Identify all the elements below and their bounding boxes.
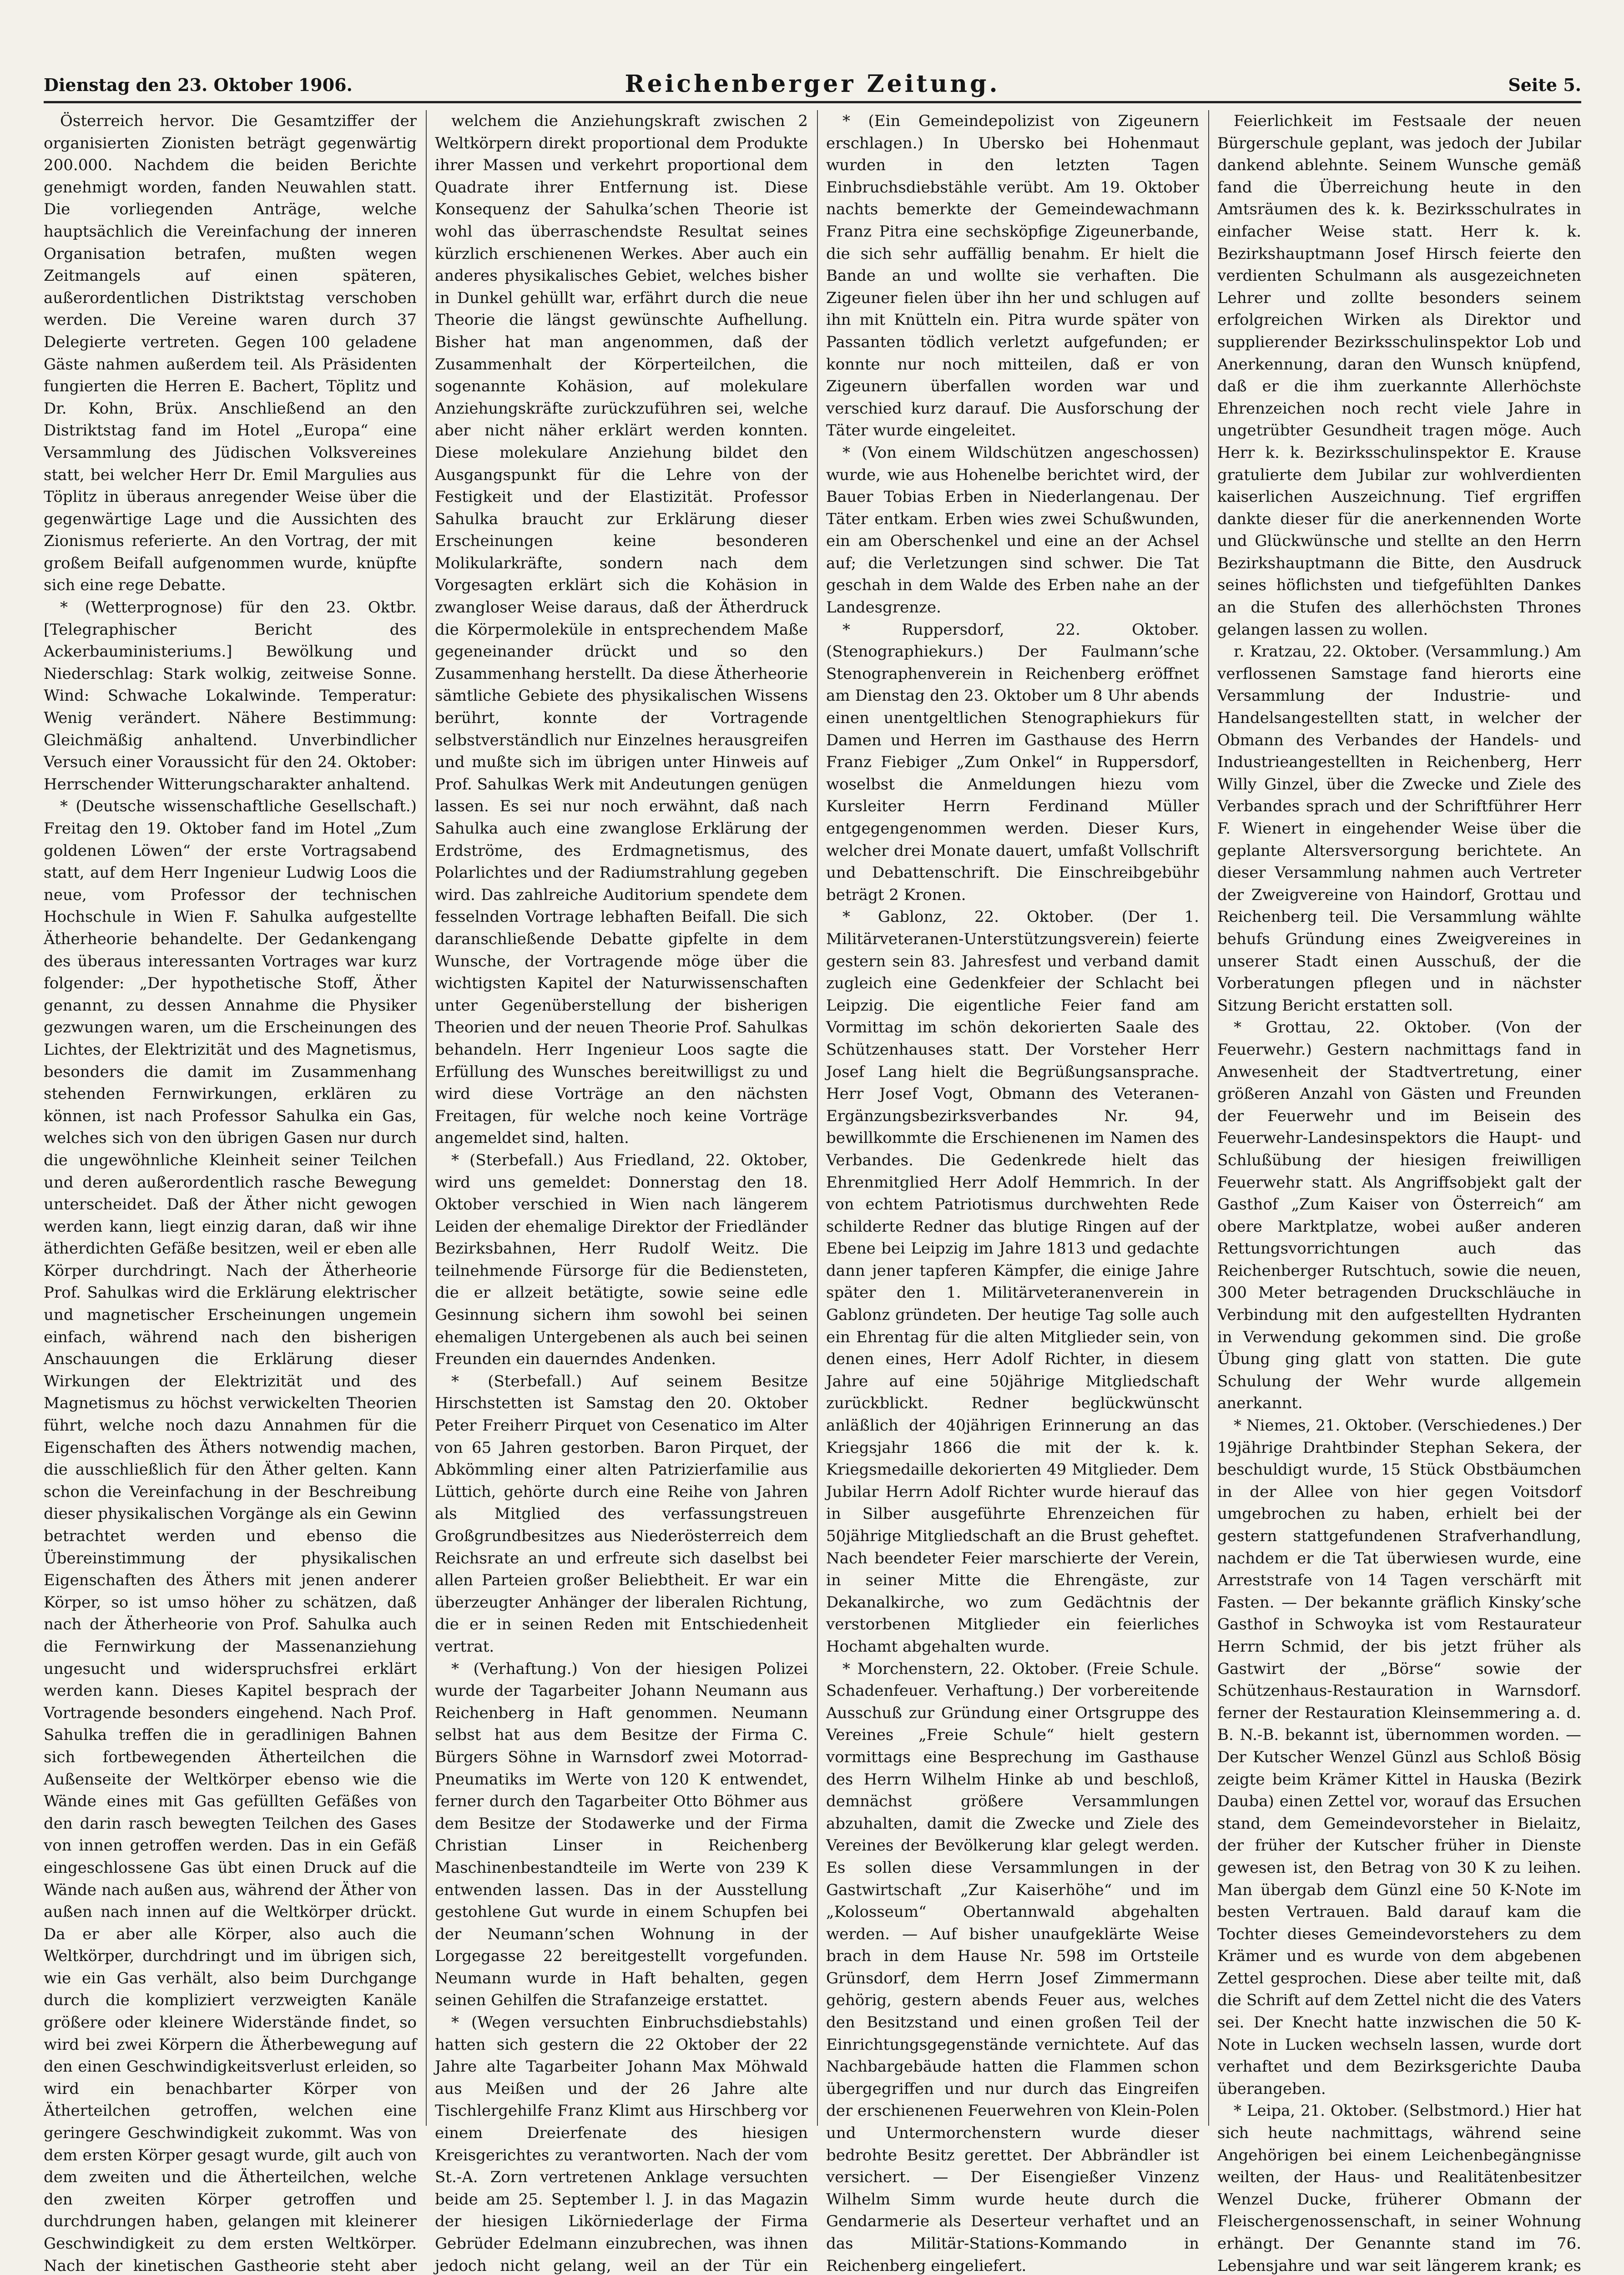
article-paragraph: * (Wegen versuchten Einbruchsdiebstahls) hatten sich gestern die 22 Oktober der 22 Jahre alte Tagarbeiter Johann Max Möhwald aus Meißen und der 26 Jahre alte Tischlergehilfe Franz Klimt aus Hirschberg vor einem Dreierfenate des hiesigen Kreisgerichtes zu verantworten. Nach der vom St.-A. Zorn vertretenen Anklage versuchten beide am 25. September l. J. in das Magazin der hiesigen Likörniederlage der Firma Gebrüder Edelmann einzubrechen, was ihnen jedoch nicht gelang, weil an der Tür ein — [435, 2013, 808, 2275]
page-number: Seite 5. — [1508, 75, 1581, 95]
column-4 — [1217, 110, 1581, 2275]
column-2 — [435, 110, 808, 2275]
article-paragraph: r. Kratzau, 22. Oktober. (Versammlung.) Am verflossenen Samstage fand hierorts eine Versammlung der Industrie- und Handelsangestellten statt, in welcher der Obmann des Verbandes der Handels- und Industrieangestellten in Reichenberg, Herr Willy Ginzel, über die Zwecke und Ziele des Verbandes sprach und der Schriftführer Herr F. Wienert in eingehender Weise über die geplante Altersversorgung berichtete. An dieser Versammlung nahmen auch Vertreter der Zweigvereine von Haindorf, Grottau und Reichenberg teil. Die Versammlung wählte behufs Gründung eines Zweigvereines in unserer Stadt einen Ausschuß, der die Vorberatungen pflegen und in nächster Sitzung Bericht erstatten soll. — [1217, 642, 1581, 1015]
masthead: Reichenberger Zeitung. — [625, 70, 1000, 98]
article-paragraph: Feierlichkeit im Festsaale der neuen Bürgerschule geplant, was jedoch der Jubilar dankend ablehnte. Seinem Wunsche gemäß fand die Überreichung heute in den Amtsräumen des k. k. Bezirksschulrates in einfacher Weise statt. Herr k. k. Bezirkshauptmann Josef Hirsch feierte den verdienten Schulmann als ausgezeichneten Lehrer und zollte besonders seinem erfolgreichen Wirken als Direktor und supplierender Bezirksschulinspektor Lob und Anerkennung, daran den Wunsch knüpfend, daß er die ihm zuerkannte Allerhöchste Ehrenzeichen noch recht viele Jahre in ungetrübter Gesundheit tragen möge. Auch Herr k. k. Bezirksschulinspektor E. Krause gratulierte dem Jubilar zur wohlverdienten kaiserlichen Auszeichnung. Tief ergriffen dankte dieser für die anerkennenden Worte und Glückwünsche und stellte an den Herrn Bezirkshauptmann die Bitte, den Ausdruck seines höflichsten und tiefgefühlten Dankes an die Stufen des allerhöchsten Thrones gelangen lassen zu wollen. — [1217, 112, 1581, 639]
article-paragraph: * Gablonz, 22. Oktober. (Der 1. Militärveteranen-Unterstützungsverein) feierte gestern sein 83. Jahresfest und verband damit zugleich eine Gedenkfeier der Schlacht bei Leipzig. Die eigentliche Feier fand am Vormittag im schön dekorierten Saale des Schützenhauses statt. Der Vorsteher Herr Josef Lang hielt die Begrüßungsansprache. Herr Josef Vogt, Obmann des Veteranen-Ergänzungsbezirksverbandes Nr. 94, bewillkommte die Erschienenen im Namen des Verbandes. Die Gedenkrede hielt das Ehrenmitglied Herr Adolf Hemmrich. In der von echtem Patriotismus durchwehten Rede schilderte Redner das blutige Ringen auf der Ebene bei Leipzig im Jahre 1813 und gedachte dann jener tapferen Kämpfer, die einige Jahre später den 1. Militärveteranenverein in Gablonz gründeten. Der heutige Tag solle auch ein Ehrentag für die alten Mitglieder sein, von denen eines, Herr Adolf Richter, in diesem Jahre auf eine 50jährige Mitgliedschaft zurückblickt. Redner beglückwünscht anläßlich der 40jährigen Erinnerung an das Kriegsjahr 1866 die mit der k. k. Kriegsmedaille dekorierten 49 Mitglieder. Dem Jubilar Herrn Adolf Richter wurde hierauf das in Silber ausgeführte Ehrenzeichen für 50jährige Mitgliedschaft an die Brust geheftet. Nach beendeter Feier marschierte der Verein, in seiner Mitte die Ehrengäste, zur Dekanalkirche, wo zum Gedächtnis der verstorbenen Mitglieder ein feierliches Hochamt abgehalten wurde. — [826, 908, 1199, 1656]
article-paragraph: * (Verhaftung.) Von der hiesigen Polizei wurde der Tagarbeiter Johann Neumann aus Reichenberg in Haft genommen. Neumann selbst hat aus dem Besitze der Firma C. Bürgers Söhne in Warnsdorf zwei Motorrad-Pneumatiks im Werte von 120 K entwendet, ferner durch den Tagarbeiter Otto Böhmer aus dem Besitze der Stodawerke und der Firma Christian Linser in Reichenberg Maschinenbestandteile im Werte von 239 K entwenden lassen. Das in der Ausstellung gestohlene Gut wurde in einem Schupfen bei der Neumann’schen Wohnung in der Lorgegasse 22 bereitgestellt vorgefunden. Neumann wurde in Haft behalten, gegen seinen Gehilfen die Strafanzeige erstattet. — [435, 1659, 808, 2010]
issue-date: Dienstag den 23. Oktober 1906. — [44, 75, 353, 95]
article-paragraph: * (Von einem Wildschützen angeschossen) wurde, wie aus Hohenelbe berichtet wird, der Bauer Tobias Erben in Niederlangenau. Der Täter entkam. Erben wies zwei Schußwunden, ein am Oberschenkel und eine an der Achsel auf; die Verletzungen sind schwer. Die Tat geschah in dem Walde des Erben nahe an der Landesgrenze. — [826, 443, 1199, 617]
column-divider — [817, 110, 818, 2126]
page-header — [44, 68, 1581, 103]
article-paragraph: * Grottau, 22. Oktober. (Von der Feuerwehr.) Gestern nachmittags fand in Anwesenheit der Stadtvertretung, einer größeren Anzahl von Gästen und Freunden der Feuerwehr und im Beisein des Feuerwehr-Landesinspektors die Haupt- und Schlußübung der hiesigen freiwilligen Feuerwehr statt. Als Angriffsobjekt galt der Gasthof „Zum Kaiser von Österreich“ am obere Marktplatze, wobei außer anderen Rettungsvorrichtungen auch das Reichenberger Rutschtuch, sowie die neuen, 300 Meter betragenden Druckschläuche in Verbindung mit den aufgestellten Hydranten in Verwendung gekommen sind. Die große Übung ging glatt von statten. Die gute Schulung der Wehr wurde allgemein anerkannt. — [1217, 1018, 1581, 1413]
column-3 — [826, 110, 1199, 2275]
article-paragraph: welchem die Anziehungskraft zwischen 2 Weltkörpern direkt proportional dem Produkte ihrer Massen und verkehrt proportional dem Quadrate ihrer Entfernung ist. Diese Konsequenz der Sahulka’schen Theorie ist wohl das überraschendste Resultat seines kürzlich erschienenen Werkes. Aber auch ein anderes physikalisches Gebiet, welches bisher in Dunkel gehüllt war, erfährt durch die neue Theorie die längst gewünschte Aufhellung. Bisher hat man angenommen, daß der Zusammenhalt der Körperteilchen, die sogenannte Kohäsion, auf molekulare Anziehungskräfte zurückzuführen sei, welche aber nicht näher erklärt werden konnten. Diese molekulare Anziehung bildet den Ausgangspunkt für die Lehre von der Festigkeit und der Elastizität. Professor Sahulka braucht zur Erklärung dieser Erscheinungen keine besonderen Molikularkräfte, sondern nach dem Vorgesagten erklärt sich die Kohäsion in zwangloser Weise daraus, daß der Ätherdruck die Körpermoleküle in entsprechendem Maße gegeneinander drückt und so den Zusammenhang herstellt. Da diese Ätherheorie sämtliche Gebiete des physikalischen Wissens berührt, konnte der Vortragende selbstverständlich nur Einzelnes herausgreifen und mußte sich im übrigen unter Hinweis auf Prof. Sahulkas Werk mit Andeutungen genügen lassen. Es sei nur noch erwähnt, daß nach Sahulka auch eine zwanglose Erklärung der Erdströme, des Erdmagnetismus, des Polarlichtes und der Radiumstrahlung gegeben wird. Das zahlreiche Auditorium spendete dem fesselnden Vortrage lebhaften Beifall. Die sich daranschließende Debatte gipfelte in dem Wunsche, der Vortragende möge über die wichtigsten Kapitel der Naturwissenschaften unter Gegenüberstellung der bisherigen Theorien und der neuen Theorie Prof. Sahulkas behandeln. Herr Ingenieur Loos sagte die Erfüllung des Wunsches bereitwilligst zu und wird diese Vorträge an den nächsten Freitagen, für welche noch keine Vorträge angemeldet sind, halten. — [435, 112, 808, 1148]
article-paragraph: * (Wetterprognose) für den 23. Oktbr. [Telegraphischer Bericht des Ackerbauministeriums.] Bewölkung und Niederschlag: Stark wolkig, zeitweise Sonne. Wind: Schwache Lokalwinde. Temperatur: Wenig verändert. Nähere Bestimmung: Gleichmäßig anhaltend. Unverbindlicher Versuch einer Voraussicht für den 24. Oktober: Herrschender Witterungscharakter anhaltend. — [44, 598, 417, 794]
column-1 — [44, 110, 417, 2275]
article-paragraph: * (Sterbefall.) Auf seinem Besitze Hirschstetten ist Samstag den 20. Oktober Peter Freiherr Pirquet von Cesenatico im Alter von 65 Jahren gestorben. Baron Pirquet, der Abkömmling einer alten Patrizierfamilie aus Lüttich, gehörte durch eine Reihe von Jahren als Mitglied des verfassungstreuen Großgrundbesitzes aus Niederösterreich dem Reichsrate an und erfreute sich daselbst bei allen Parteien großer Beliebtheit. Er war ein überzeugter Anhänger der liberalen Richtung, die er in seinen Reden mit Entschiedenheit vertrat. — [435, 1372, 808, 1656]
article-paragraph: * Morchenstern, 22. Oktober. (Freie Schule. Schadenfeuer. Verhaftung.) Der vorbereitende Ausschuß zur Gründung einer Ortsgruppe des Vereines „Freie Schule“ hielt gestern vormittags eine Besprechung im Gasthause des Herrn Wilhelm Hinke ab und beschloß, demnächst größere Versammlungen abzuhalten, damit die Zwecke und Ziele des Vereines der Bevölkerung klar gelegt werden. Es sollen diese Versammlungen in der Gastwirtschaft „Zur Kaiserhöhe“ und im „Kolosseum“ Obertannwald abgehalten werden. — Auf bisher unaufgeklärte Weise brach in dem Hause Nr. 598 im Ortsteile Grünsdorf, dem Herrn Josef Zimmermann gehörig, gestern abends Feuer aus, welches den Besitzstand und einen großen Teil der Einrichtungsgegenstände vernichtete. Auf das Nachbargebäude hatten die Flammen schon übergegriffen und nur durch das Eingreifen der erschienenen Feuerwehren von Klein-Polen und Untermorchenstern wurde dieser bedrohte Besitz gerettet. Der Abbrändler ist versichert. — Der Eisengießer Vinzenz Wilhelm Simm wurde heute durch die Gendarmerie als Deserteur verhaftet und an das Militär-Stations-Kommando in Reichenberg eingeliefert. — [826, 1659, 1199, 2275]
article-paragraph: Österreich hervor. Die Gesamtziffer der organisierten Zionisten beträgt gegenwärtig 200.000. Nachdem die beiden Berichte genehmigt worden, fanden Neuwahlen statt. Die vorliegenden Anträge, welche hauptsächlich die Vereinfachung der inneren Organisation betrafen, mußten wegen Zeitmangels auf einen späteren, außerordentlichen Distriktstag verschoben werden. Die Vereine waren durch 37 Delegierte vertreten. Gegen 100 geladene Gäste nahmen außerdem teil. Als Präsidenten fungierten die Herren E. Bachert, Töplitz und Dr. Kohn, Brüx. Anschließend an den Distriktstag fand im Hotel „Europa“ eine Versammlung des Jüdischen Volksvereines statt, bei welcher Herr Dr. Emil Margulies aus Töplitz in überaus anregender Weise über die gegenwärtige Lage und die Aussichten des Zionismus referierte. An den Vortrag, der mit großem Beifall aufgenommen wurde, knüpfte sich eine rege Debatte. — [44, 112, 417, 595]
article-paragraph: * Niemes, 21. Oktober. (Verschiedenes.) Der 19jährige Drahtbinder Stephan Sekera, der beschuldigt wurde, 15 Stück Obstbäumchen in der Allee von hier gegen Voitsdorf umgebrochen zu haben, erhielt bei der gestern stattgefundenen Strafverhandlung, nachdem er die Tat überwiesen wurde, eine Arreststrafe von 14 Tagen verschärft mit Fasten. — Der bekannte gräflich Kinsky’sche Gasthof in Schwoyka ist vom Restaurateur Herrn Schmid, der bis jetzt früher als Gastwirt der „Börse“ sowie der Schützenhaus-Restauration in Warnsdorf. ferner der Restauration Kleinsemmering a. d. B. N.-B. bekannt ist, übernommen worden. — Der Kutscher Wenzel Günzl aus Schloß Bösig zeigte beim Krämer Kittel in Hauska (Bezirk Dauba) einen Zettel vor, worauf das Ersuchen stand, dem Gemeindevorsteher in Bielaitz, der früher der Kutscher früher in Dienste gewesen ist, den Betrag von 30 K zu leihen. Man übergab dem Günzl eine 50 K-Note im besten Vertrauen. Bald darauf kam die Tochter dieses Gemeindevorstehers zu dem Krämer und es wurde von dem abgebenen Zettel gesprochen. Diese aber teilte mit, daß die Schrift auf dem Zettel nicht die des Vaters sei. Der Knecht hatte inzwischen die 50 K-Note in Lucken wechseln lassen, wurde dort verhaftet und dem Bezirksgerichte Dauba überangeben. — [1217, 1416, 1581, 2098]
article-paragraph: * (Ein Gemeindepolizist von Zigeunern erschlagen.) In Ubersko bei Hohenmaut wurden in den letzten Tagen Einbruchsdiebstähle verübt. Am 19. Oktober nachts bemerkte der Gemeindewachmann Franz Pitra eine sechsköpfige Zigeunerbande, die sich sehr auffällig benahm. Er hielt die Bande an und wollte sie verhaften. Die Zigeuner fielen über ihn her und schlugen auf ihn mit Knütteln ein. Pitra wurde später von Passanten tödlich verletzt aufgefunden; er konnte nur noch mitteilen, daß er von Zigeunern überfallen worden war und verschied kurz darauf. Die Ausforschung der Täter wurde eingeleitet. — [826, 112, 1199, 440]
article-paragraph: * (Sterbefall.) Aus Friedland, 22. Oktober, wird uns gemeldet: Donnerstag den 18. Oktober verschied in Wien nach längerem Leiden der ehemalige Direktor der Friedländer Bezirksbahnen, Herr Rudolf Weitz. Die teilnehmende Fürsorge für die Bediensteten, die er allzeit betätigte, sowie seine edle Gesinnung sichern ihm sowohl bei seinen ehemaligen Untergebenen als auch bei seinen Freunden ein dauerndes Andenken. — [435, 1151, 808, 1369]
article-paragraph: * Ruppersdorf, 22. Oktober. (Stenographiekurs.) Der Faulmann’sche Stenographenverein in Reichenberg eröffnet am Dienstag den 23. Oktober um 8 Uhr abends einen unentgeltlichen Stenographiekurs für Damen und Herren im Gasthause des Herrn Franz Fiebiger „Zum Onkel“ in Ruppersdorf, woselbst die Anmeldungen hiezu vom Kursleiter Herrn Ferdinand Müller entgegengenommen werden. Dieser Kurs, welcher drei Monate dauert, umfaßt Vollschrift und Debattenschrift. Die Einschreibgebühr beträgt 2 Kronen. — [826, 620, 1199, 904]
article-paragraph: * Leipa, 21. Oktober. (Selbstmord.) Hier hat sich heute nachmittags, während seine Angehörigen bei einem Leichenbegängnisse weilten, der Haus- und Realitätenbesitzer Wenzel Ducke, früherer Obmann der Fleischergenossenschaft, in seiner Wohnung erhängt. Der Genannte stand im 76. Lebensjahre und war seit längerem krank; es — [1217, 2102, 1581, 2275]
article-columns — [44, 110, 1581, 2275]
article-paragraph: * (Deutsche wissenschaftliche Gesellschaft.) Freitag den 19. Oktober fand im Hotel „Zum goldenen Löwen“ der erste Vortragsabend statt, auf dem Herr Ingenieur Ludwig Loos die neue, vom Professor der technischen Hochschule in Wien F. Sahulka aufgestellte Ätherheorie behandelte. Der Gedankengang des überaus interessanten Vortrages war kurz folgender: „Der hypothetische Stoff, Äther genannt, zu dessen Annahme die Physiker gezwungen waren, um die Erscheinungen des Lichtes, der Elektrizität und des Magnetismus, besonders die damit im Zusammenhang stehenden Fernwirkungen, erklären zu können, ist nach Professor Sahulka ein Gas, welches sich von den übrigen Gasen nur durch die ungewöhnliche Kleinheit seiner Teilchen und deren außerordentlich rasche Bewegung unterscheidet. Daß der Äther nicht gewogen werden kann, liegt einzig daran, daß wir ihne ätherdichten Gefäße besitzen, weil er eben alle Körper durchdringt. Nach der Ätherheorie Prof. Sahulkas wird die Erklärung elektrischer und magnetischer Erscheinungen ungemein einfach, während nach den bisherigen Anschauungen die Erklärung dieser Wirkungen der Elektrizität und des Magnetismus zu höchst verwickelten Theorien führt, welche noch dazu Annahmen für die Eigenschaften des Äthers notwendig machen, die ausschließlich für den Äther gelten. Kann schon die Vereinfachung in der Beschreibung dieser physikalischen Vorgänge als ein Gewinn betrachtet werden und ebenso die Übereinstimmung der physikalischen Eigenschaften des Äthers mit jenen anderer Körper, so ist umso höher zu schätzen, daß nach der Ätherheorie von Prof. Sahulka auch die Fernwirkung der Massenanziehung ungesucht und widerspruchsfrei erklärt werden kann. Dieses Kapitel besprach der Vortragende besonders eingehend. Nach Prof. Sahulka treffen die in geradlinigen Bahnen sich fortbewegenden Ätherteilchen die Außenseite der Weltkörper ebenso wie die Wände eines mit Gas gefüllten Gefäßes von den darin rasch bewegten Teilchen des Gases von innen getroffen werden. Das in ein Gefäß eingeschlossene Gas übt einen Druck auf die Wände nach außen aus, während der Äther von außen nach innen auf die Weltkörper drückt. Da er aber alle Körper, also auch die Weltkörper, durchdringt und im übrigen sich, wie ein Gas verhält, also beim Durchgange durch die kompliziert verzweigten Kanäle größere oder kleinere Widerstände findet, so wird bei zwei Körpern die Ätherbewegung auf den einen Geschwindigkeitsverlust erleiden, so wird ein benachbarter Körper von Ätherteilchen getroffen, welchen eine geringere Geschwindigkeit zukommt. Was von dem ersten Körper gesagt wurde, gilt auch von dem zweiten und die Ätherteilchen, welche den zweiten Körper getroffen und durchdrungen haben, gelangen mit kleinerer Geschwindigkeit zu dem ersten Weltkörper. Nach der kinetischen Gastheorie steht aber — [44, 797, 417, 2275]
newspaper-page — [44, 68, 1581, 2275]
column-divider — [426, 110, 427, 2126]
column-divider — [1208, 110, 1209, 2126]
